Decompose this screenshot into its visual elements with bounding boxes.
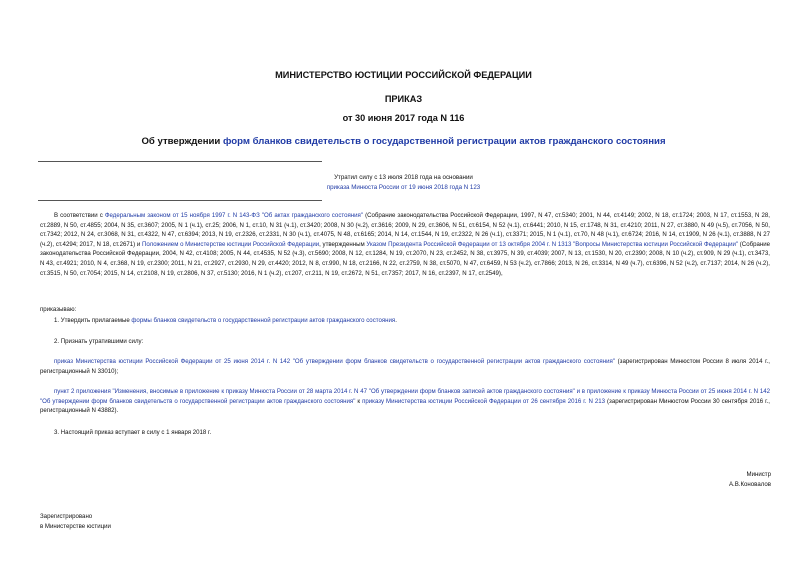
item2b-appendix-link[interactable]: пункт 2 приложения "Изменения, вносимые в приложение к приказу Минюста России от 28 марта 2014 г. N 47 "Об утверждении форм бланков записей актов гражданского состояния" и в приложение к приказу Минюста России от 25 июня 2014 г. N 142 "Об утверждении форм бланков свидетельств о государственной регистрации актов гражданского состояния" (40, 388, 770, 405)
ministry-heading: МИНИСТЕРСТВО ЮСТИЦИИ РОССИЙСКОЙ ФЕДЕРАЦИИ (275, 70, 532, 80)
doc-type-heading: ПРИКАЗ (384, 94, 423, 104)
order-item-1 (54, 316, 397, 326)
date-number: от 30 июня 2017 года N 116 (342, 113, 465, 123)
federal-law-link[interactable]: Федеральным законом от 15 ноября 1997 г. N 143-ФЗ "Об актах гражданского состояния" (104, 212, 364, 219)
item1-suffix: . (395, 317, 397, 324)
item1-forms-link[interactable]: формы бланков свидетельств о государственной регистрации актов гражданского состояния (131, 317, 396, 324)
signature-position: Министр (746, 471, 771, 478)
order-item-3: 3. Настоящий приказ вступает в силу с 1 января 2018 г. (54, 429, 212, 436)
signature-name: А.В.Коновалов (728, 480, 771, 488)
order-word: приказываю: (40, 306, 77, 313)
item2a-order-link[interactable]: приказ Министерства юстиции Российской Федерации от 25 июня 2014 г. N 142 "Об утверждении форм бланков свидетельств о государственной регистрации актов гражданского состояния" (54, 358, 615, 365)
title-prefix: Об утверждении (141, 136, 223, 147)
preamble-text-3: , утвержденным (319, 240, 367, 248)
preamble-text-1: В соответствии с (54, 212, 105, 219)
divider-top (38, 161, 322, 162)
title-forms-link[interactable]: форм бланков свидетельств о государственной регистрации актов гражданского состояния (222, 136, 666, 147)
regulation-link[interactable]: Положением о Министерстве юстиции Российской Федерации (141, 240, 320, 248)
item2b-order-link[interactable]: приказу Министерства юстиции Российской Федерации от 26 сентября 2016 г. N 213 (362, 397, 606, 405)
item2b-mid: к (355, 397, 363, 405)
presidential-decree-link[interactable]: Указом Президента Российской Федерации от 13 октября 2004 г. N 1313 "Вопросы Министерства юстиции Российской Федерации" (366, 240, 739, 248)
status-note (0, 173, 807, 193)
order-item-2a (40, 357, 770, 376)
item2a-suffix: (зарегистрирован Минюстом России 8 июля 2014 г., регистрационный N 33010); (40, 358, 770, 375)
document-title (0, 136, 807, 147)
item2b-suffix: (зарегистрирован Минюстом России 30 сентября 2016 г., регистрационный N 43882). (40, 397, 770, 415)
preamble-text-2: (Собрание законодательства Российской Федерации, 1997, N 47, ст.5340; 2001, N 44, ст.4149; 2002, N 18, ст.1724; 2003, N 17, ст.1553, N 28, ст.2889, N 50, ст.4855; 2004, N 35, ст.3607; 2005, N 1 (ч.1), ст.25; 2006, N 1, ст.10, N 31 (ч.1), ст.3420; 2008, N 30 (ч.2), ст.3616; 2009, N 29, ст.3606, N 51, ст.6154, N 52 (ч.1), ст.6441; 2010, N 15, ст.1748, N 31, ст.4210; 2011, N 27, ст.3880, N 49 (ч.5), ст.7056, N 50, ст.7342; 2012, N 24, ст.3068, N 31, ст.4322, N 47, ст.6394; 2013, N 19, ст.2326, ст.2331, N 30 (ч.1), ст.4075, N 48, ст.6165; 2014, N 14, ст.1544, N 19, ст.2322, N 26 (ч.1), ст.3371; 2015, N 1 (ч.1), ст.70, N 48 (ч.1), ст.6724; 2016, N 14, ст.1909, N 26 (ч.1), ст.3888, N 27 (ч.2), ст.4294; 2017, N 18, ст.2671) и (40, 212, 771, 248)
item1-text: 1. Утвердить прилагаемые (54, 317, 132, 324)
status-note-text: Утратил силу с 13 июля 2018 года на основании (334, 174, 473, 181)
registered-line-1: Зарегистрировано (40, 513, 93, 520)
order-item-2: 2. Признать утратившими силу: (54, 338, 144, 345)
preamble-paragraph (40, 211, 770, 278)
order-item-2b (40, 387, 770, 416)
divider-bottom (38, 200, 322, 201)
signature-block (729, 470, 771, 489)
registered-line-2: в Министерстве юстиции (40, 522, 111, 530)
preamble-text-4: (Собрание законодательства Российской Федерации, 2004, N 42, ст.4108; 2005, N 44, ст.4535, N 52 (ч.3), ст.5690; 2008, N 12, ст.1284, N 19, ст.2070, N 23, ст.2452, N 38, ст.3975, N 39, ст.4039; 2007, N 13, ст.1530, N 20, ст.2390; 2008, N 10 (ч.2), ст.909, N 29 (ч.1), ст.3473, N 43, ст.4921; 2010, N 4, ст.368, N 19, ст.2300; 2011, N 21, ст.2927, ст.2930, N 29, ст.4420; 2012, N 8, ст.990, N 18, ст.2166, N 22, ст.2759, N 38, ст.5070, N 47, ст.6459, N 53 (ч.2), ст.7866; 2013, N 26, ст.3314, N 49 (ч.7), ст.6396, N 52 (ч.2), ст.7137; 2014, N 26 (ч.2), ст.3515, N 50, ст.7054; 2015, N 14, ст.2108, N 19, ст.2806, N 37, ст.5130; 2016, N 1 (ч.2), ст.207, ст.211, N 19, ст.2672, N 51, ст.7357; 2017, N 16, ст.2397, N 17, ст.2549), (40, 240, 771, 277)
repeal-order-link[interactable]: приказа Минюста России от 19 июня 2018 года N 123 (326, 184, 481, 191)
registration-block (40, 512, 111, 531)
